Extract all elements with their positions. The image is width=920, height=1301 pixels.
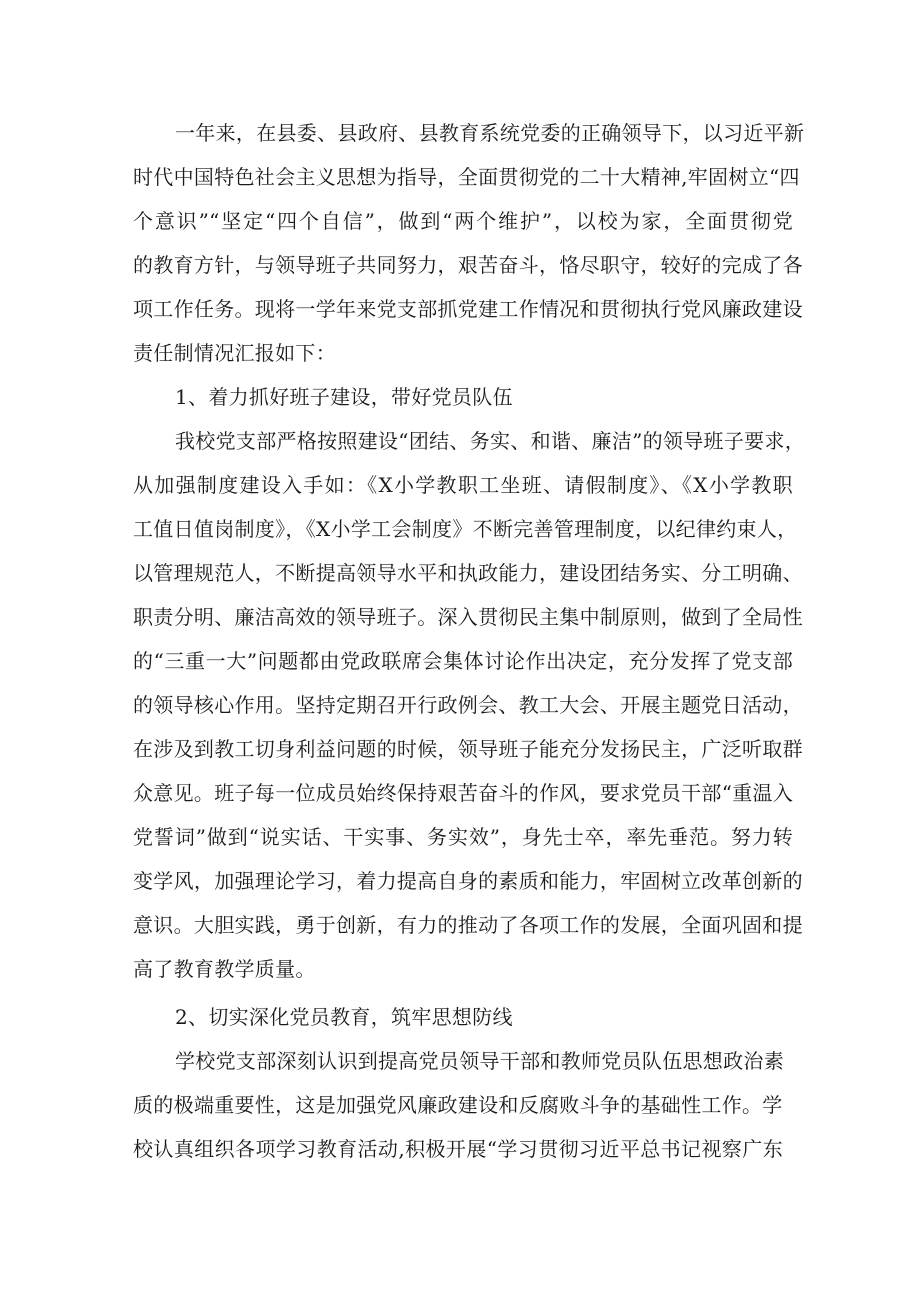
paragraph-line: 变学风，加强理论学习，着力提高自身的素质和能力，牢固树立改革创新的 <box>133 869 803 893</box>
paragraph-line: 项工作任务。现将一学年来党支部抓党建工作情况和贯彻执行党风廉政建设 <box>133 297 803 321</box>
paragraph-line: 工值日值岗制度》，《X小学工会制度》不断完善管理制度，以纪律约束人， <box>133 517 798 541</box>
paragraph-line: 时代中国特色社会主义思想为指导，全面贯彻党的二十大精神,牢固树立“四 <box>133 165 800 189</box>
paragraph-line: 以管理规范人，不断提高领导水平和执政能力，建设团结务实、分工明确、 <box>133 561 803 585</box>
paragraph-line: 意识。大胆实践，勇于创新，有力的推动了各项工作的发展，全面巩固和提 <box>133 913 803 937</box>
paragraph-line: 一年来，在县委、县政府、县教育系统党委的正确领导下，以习近平新 <box>175 121 805 145</box>
paragraph-line: 我校党支部严格按照建设“团结、务实、和谐、廉洁”的领导班子要求， <box>175 429 806 453</box>
paragraph-line: 的教育方针，与领导班子共同努力，艰苦奋斗，恪尽职守，较好的完成了各 <box>133 253 803 277</box>
paragraph-line: 质的极端重要性，这是加强党风廉政建设和反腐败斗争的基础性工作。学 <box>133 1093 783 1117</box>
paragraph-line: 的“三重一大”问题都由党政联席会集体讨论作出决定，充分发挥了党支部 <box>133 649 793 673</box>
paragraph-line: 个意识”“坚定“四个自信”，做到“两个维护”，以校为家，全面贯彻党 <box>133 209 793 233</box>
paragraph-line: 众意见。班子每一位成员始终保持艰苦奋斗的作风，要求党员干部“重温入 <box>133 781 794 805</box>
paragraph-line: 校认真组织各项学习教育活动,积极开展“学习贯彻习近平总书记视察广东 <box>133 1137 783 1161</box>
paragraph-line: 高了教育教学质量。 <box>133 957 316 981</box>
paragraph-line: 职责分明、廉洁高效的领导班子。深入贯彻民主集中制原则，做到了全局性 <box>133 605 803 629</box>
paragraph-line: 从加强制度建设入手如：《X小学教职工坐班、请假制度》、《X小学教职 <box>133 473 793 497</box>
paragraph-line: 在涉及到教工切身利益问题的时候，领导班子能充分发扬民主，广泛听取群 <box>133 737 803 761</box>
section-heading-1: 1、着力抓好班子建设，带好党员队伍 <box>175 385 513 409</box>
paragraph-line: 学校党支部深刻认识到提高党员领导干部和教师党员队伍思想政治素 <box>175 1049 784 1073</box>
section-heading-2: 2、切实深化党员教育，筑牢思想防线 <box>175 1005 513 1029</box>
paragraph-line: 的领导核心作用。坚持定期召开行政例会、教工大会、开展主题党日活动， <box>133 693 803 717</box>
paragraph-line: 责任制情况汇报如下： <box>133 341 336 365</box>
paragraph-line: 党誓词”做到“说实话、干实事、务实效”，身先士卒，率先垂范。努力转 <box>133 825 793 849</box>
